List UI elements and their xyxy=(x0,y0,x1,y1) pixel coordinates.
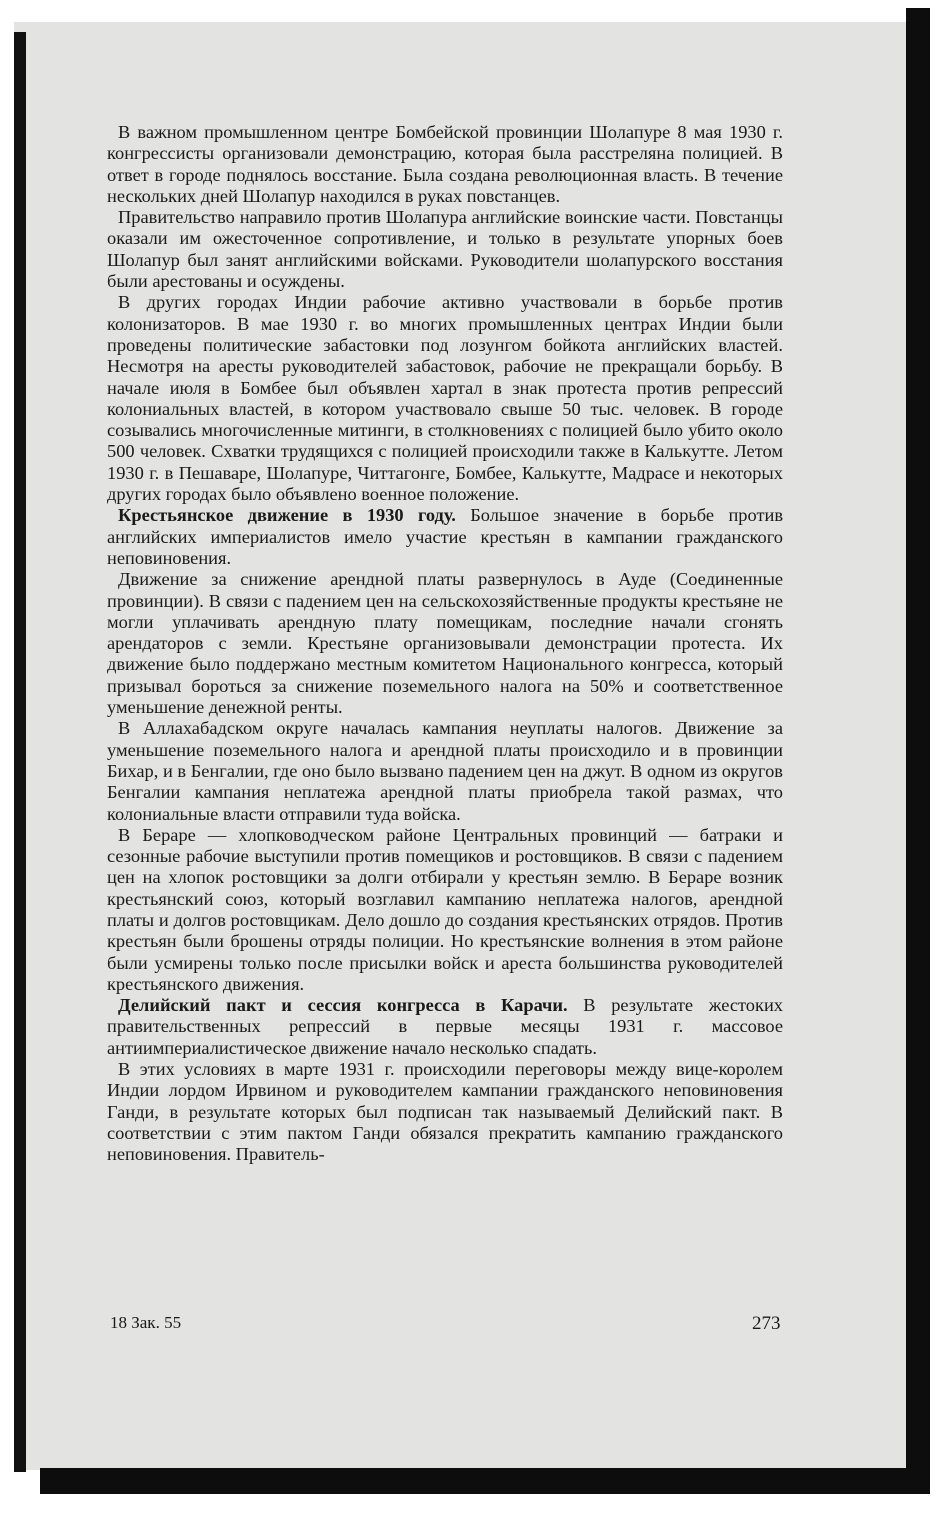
paragraph xyxy=(107,1059,783,1165)
paragraph xyxy=(107,292,783,505)
paragraph xyxy=(107,718,783,824)
paragraph-text: В Аллахабадском округе началась кампания неуплаты налогов. Движение за уменьшение поземельного налога и арендной платы происходило и в провинции Бихар, и в Бенгалии, где оно было вызвано падением цен на джут. В одном из округов Бенгалии кампания неплатежа арендной платы приобрела такой размах, что колониальные власти отправили туда войска. xyxy=(107,718,783,824)
printer-signature: 18 Зак. 55 xyxy=(110,1313,182,1332)
scan-edge-left xyxy=(14,32,26,1472)
section-heading: Крестьянское движение в 1930 году. xyxy=(118,505,456,526)
paragraph xyxy=(107,122,783,207)
scan-edge-bottom xyxy=(40,1468,930,1494)
paragraph-text: Большое значение в борьбе против английских империалистов имело участие крестьян в кампании гражданского неповиновения. xyxy=(107,505,784,568)
paragraph-text: В других городах Индии рабочие активно участвовали в борьбе против колонизаторов. В мае 1930 г. во многих промышленных центрах Индии были проведены политические забастовки под лозунгом бойкота английских властей. Несмотря на аресты руководителей забастовок, рабочие не прекращали борьбу. В начале июля в Бомбее был объявлен хартал в знак протеста против репрессий колониальных властей, в котором участвовало свыше 50 тыс. человек. В городе созывались многочисленные митинги, в столкновениях с полицией было убито около 500 человек. Схватки трудящихся с полицией происходили также в Калькутте. Летом 1930 г. в Пешаваре, Шолапуре, Читтагонге, Бомбее, Калькутте, Мадрасе и некоторых других городах было объявлено военное положение. xyxy=(107,292,783,505)
page-number: 273 xyxy=(752,1313,781,1334)
paragraph-text: В результате жестоких правительственных репрессий в первые месяцы 1931 г. массовое антиимпериалистическое движение начало несколько спадать. xyxy=(107,995,783,1058)
paragraph-text: В Бераре — хлопководческом районе Центральных провинций — батраки и сезонные рабочие выступили против помещиков и ростовщиков. В связи с падением цен на хлопок ростовщики за долги отбирали у крестьян землю. В Бераре возник крестьянский союз, который возглавил кампанию неплатежа налогов, арендной платы и долгов ростовщикам. Дело дошло до создания крестьянских отрядов. Против крестьян были брошены отряды полиции. Но крестьянские волнения в этом районе были усмирены только после присылки войск и ареста большинства руководителей крестьянского движения. xyxy=(107,824,783,994)
paragraph-text: Движение за снижение арендной платы развернулось в Ауде (Соединенные провинции). В связи с падением цен на сельскохозяйственные продукты крестьяне не могли уплачивать арендную плату помещикам, последние начали сгонять арендаторов с земли. Крестьяне организовывали демонстрации протеста. Их движение было поддержано местным комитетом Национального конгресса, который призывал бороться за снижение поземельного налога на 50% и соответственное уменьшение денежной ренты. xyxy=(107,569,783,718)
paragraph xyxy=(107,569,783,718)
body-text xyxy=(107,122,783,1166)
section-heading: Делийский пакт и сессия конгресса в Карачи. xyxy=(118,995,568,1016)
paragraph xyxy=(107,207,783,292)
paragraph-text: В этих условиях в марте 1931 г. происходили переговоры между вице-королем Индии лордом Ирвином и руководителем кампании гражданского неповиновения Ганди, в результате которых был подписан так называемый Делийский пакт. В соответствии с этим пактом Ганди обязался прекратить кампанию гражданского неповиновения. Правитель- xyxy=(107,1059,783,1165)
paragraph xyxy=(107,825,783,995)
paragraph-text: В важном промышленном центре Бомбейской провинции Шолапуре 8 мая 1930 г. конгрессисты организовали демонстрацию, которая была расстреляна полицией. В ответ в городе поднялось восстание. Была создана революционная власть. В течение нескольких дней Шолапур находился в руках повстанцев. xyxy=(107,122,783,206)
scan-edge-right xyxy=(906,8,930,1470)
paragraph xyxy=(107,995,783,1059)
paragraph-text: Правительство направило против Шолапура английские воинские части. Повстанцы оказали им ожесточенное сопротивление, и только в результате упорных боев Шолапур был занят английскими войсками. Руководители шолапурского восстания были арестованы и осуждены. xyxy=(107,207,783,292)
paragraph xyxy=(107,505,783,569)
